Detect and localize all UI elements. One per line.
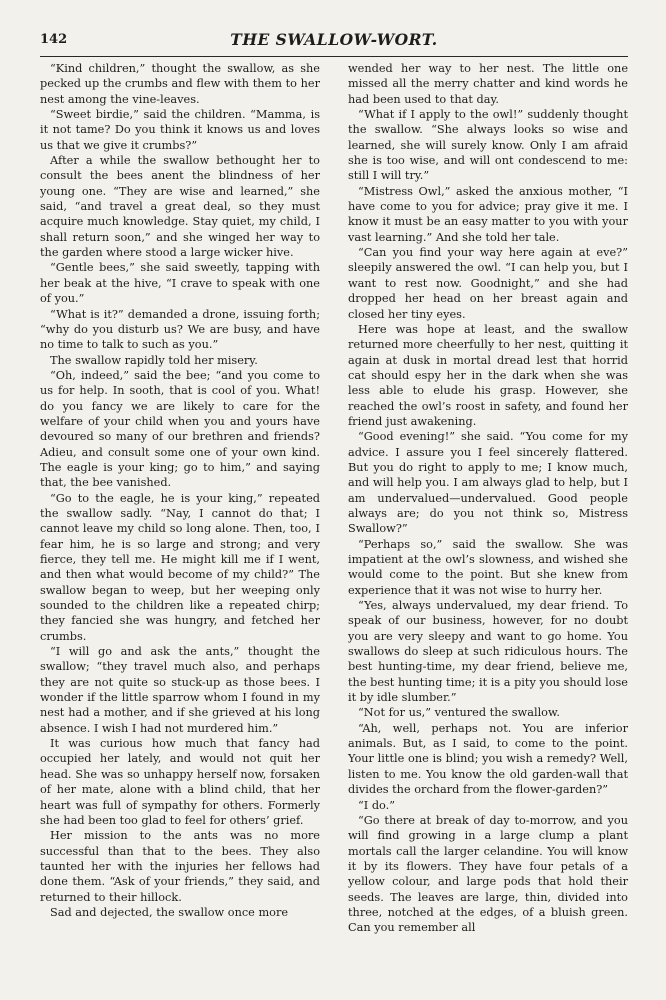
right-column (348, 61, 628, 936)
paragraph: Here was hope at least, and the swallow returned more cheerfully to her nest, quitting it again at dusk in mortal dread lest that horrid cat should espy her in the dark when she was less able to elude his grasp. However, she reached the owl’s roost in safety, and found her friend just awakening. (348, 322, 628, 428)
text-columns (40, 61, 628, 936)
paragraph: It was curious how much that fancy had occupied her lately, and would not quit her head. She was so unhappy herself now, forsaken of her mate, alone with a blind child, that her heart was full of sympathy for others. Formerly she had been too glad to feel for others’ grief. (40, 737, 320, 827)
paragraph: “Not for us,” ventured the swallow. (358, 706, 560, 720)
paragraph: “Go to the eagle, he is your king,” repeated the swallow sadly. “Nay, I cannot do that; I cannot leave my child so long alone. Then, too, I fear him, he is so large and strong; and very fierce, they tell me. He might kill me if I went, and then what would become of my child?” The swallow began to weep, but her weeping only sounded to the children like a repeated chirp; they fancied she was hungry, and fetched her crumbs. (40, 491, 320, 643)
paragraph: “Oh, indeed,” said the bee; “and you come to us for help. In sooth, that is cool of you. What! do you fancy we are likely to care for the welfare of your child when you and yours have devoured so many of our brethren and friends? Adieu, and consult some one of your own kind. The eagle is your king; go to him,” and saying that, the bee vanished. (40, 368, 320, 490)
paragraph: “Sweet birdie,” said the children. “Mamma, is it not tame? Do you think it knows us and loves us that we give it crumbs?” (40, 108, 320, 152)
paragraph: “What if I apply to the owl!” suddenly thought the swallow. “She always looks so wise and learned, she will surely know. Only I am afraid she is too wise, and will ont condescend to me: still I will try.” (348, 108, 628, 183)
paragraph: “Yes, always undervalued, my dear friend. To speak of our business, however, for no doubt you are very sleepy and want to go home. You swallows do sleep at such ridiculous hours. The best hunting-time, my dear friend, believe me, the best hunting time; it is a pity you should lose it by idle slumber.” (348, 599, 628, 705)
page-header (40, 28, 628, 50)
paragraph: “Kind children,” thought the swallow, as she pecked up the crumbs and flew with them to her nest among the vine-leaves. (40, 62, 320, 106)
paragraph: “I do.” (358, 798, 396, 812)
paragraph: “Gentle bees,” she said sweetly, tapping with her beak at the hive, “I crave to speak with one of you.” (40, 261, 320, 306)
page-number: 142 (40, 32, 68, 47)
paragraph: “Mistress Owl,” asked the anxious mother, “I have come to you for advice; pray give it me. I know it must be an easy matter to you with your vast learning.” And she told her tale. (348, 184, 628, 244)
header-rule (40, 56, 628, 57)
left-column (40, 61, 320, 936)
paragraph: Sad and dejected, the swallow once more (50, 905, 289, 919)
paragraph: Her mission to the ants was no more successful than that to the bees. They also taunted her with the injuries her fellows had done them. “Ask of your friends,” they said, and returned to their hillock. (40, 829, 320, 904)
paragraph: “Ah, well, perhaps not. You are inferior animals. But, as I said, to come to the point. Your little one is blind; you wish a remedy? Well, listen to me. You know the old garden-wall that divides the orchard from the flower-garden?” (348, 721, 628, 797)
paragraph: “I will go and ask the ants,” thought the swallow; “they travel much also, and perhaps they are not quite so stuck-up as those bees. I wonder if the little sparrow whom I found in my nest had a mother, and if she grieved at his long absence. I wish I had not murdered him.” (40, 645, 320, 735)
paragraph: “Perhaps so,” said the swallow. She was impatient at the owl’s slowness, and wished she would come to the point. But she knew from experience that it was not wise to hurry her. (348, 537, 628, 597)
paragraph: “Go there at break of day to-morrow, and you will find growing in a large clump a plant mortals call the larger celandine. You will know it by its flowers. They have four petals of a yellow colour, and large pods that hold their seeds. The leaves are large, thin, divided into three, notched at the edges, of a bluish green. Can you remember all (348, 813, 628, 935)
paragraph: “Can you find your way here again at eve?” sleepily answered the owl. “I can help you, but I want to rest now. Goodnight,” and she had dropped her head on her breast again and closed her tiny eyes. (348, 246, 628, 321)
paragraph: After a while the swallow bethought her to consult the bees anent the blindness of her young one. “They are wise and learned,” she said, “and travel a great deal, so they must acquire much knowledge. Stay quiet, my child, I shall return soon,” and she winged her way to the garden where stood a large wicker hive. (40, 154, 320, 260)
paragraph: “Good evening!” she said. “You come for my advice. I assure you I feel sincerely flattered. But you do right to apply to me; I know much, and will help you. I am always glad to help, but I am undervalued—undervalued. Good people always are; do you not think so, Mistress Swallow?” (348, 430, 628, 536)
running-title: THE SWALLOW-WORT. (230, 30, 438, 49)
paragraph: “What is it?” demanded a drone, issuing forth; “why do you disturb us? We are busy, and have no time to talk to such as you.” (40, 307, 320, 352)
paragraph: wended her way to her nest. The little one missed all the merry chatter and kind words he had been used to that day. (348, 62, 628, 106)
paragraph: The swallow rapidly told her misery. (50, 353, 258, 367)
